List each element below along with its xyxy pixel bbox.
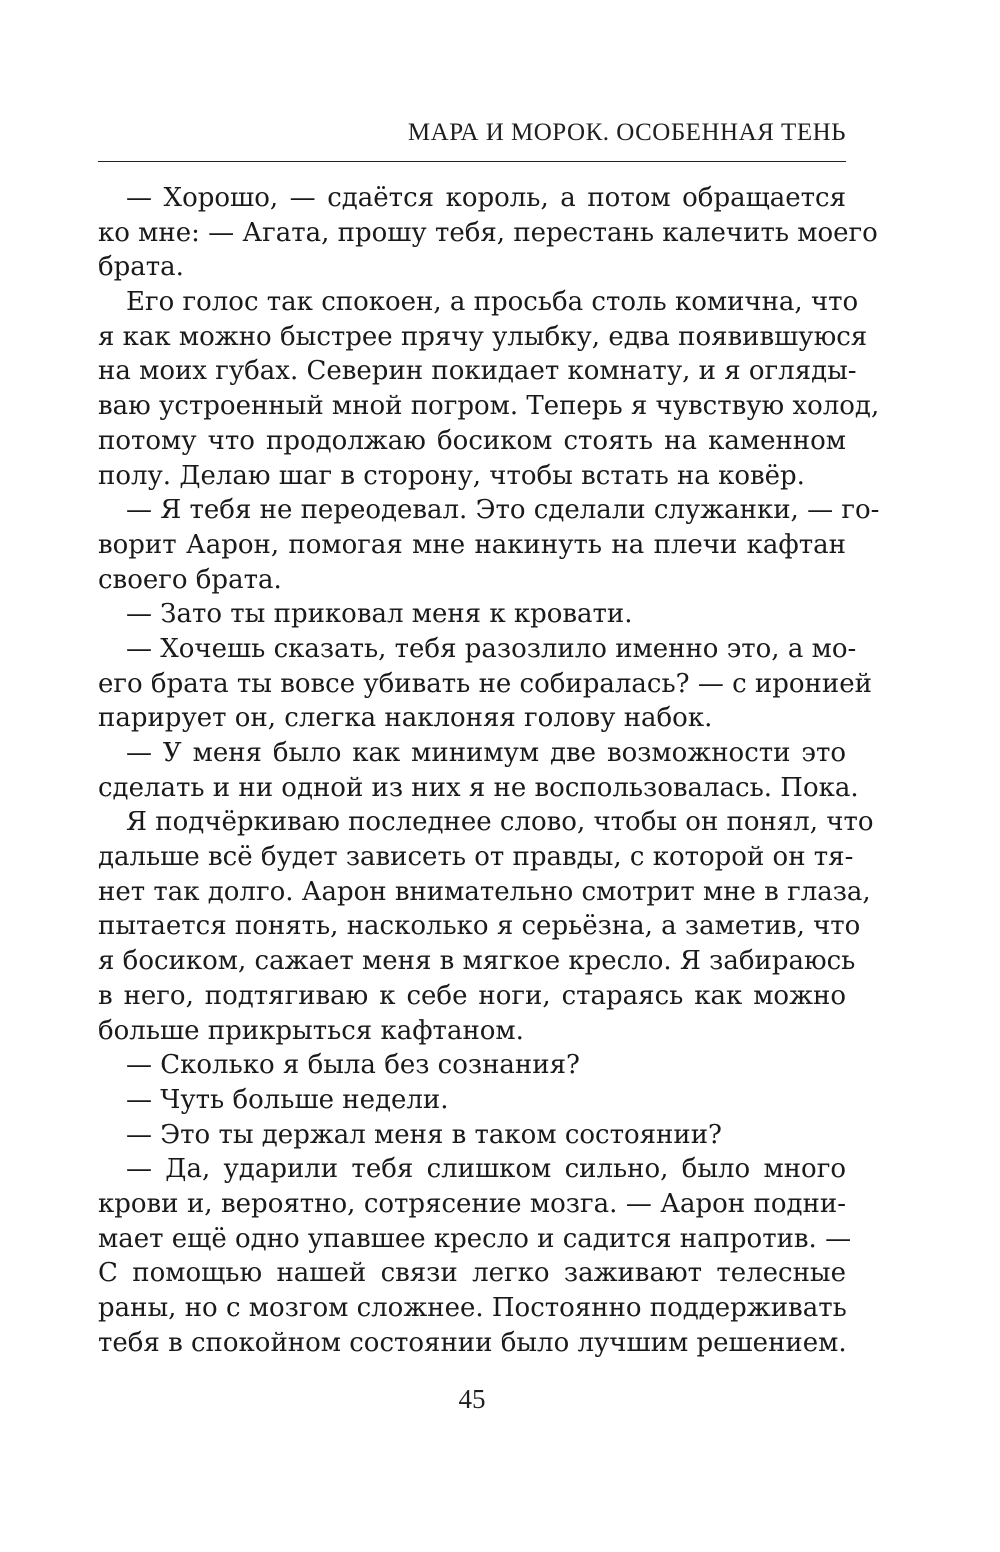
text-line: — Сколько я была без сознания? (126, 1050, 580, 1081)
text-line: — Хочешь сказать, тебя разозлило именно это, а мо- (126, 633, 857, 664)
header-divider (98, 161, 846, 162)
text-line: — Хорошо, — сдаётся король, а потом обращается (126, 183, 846, 213)
paragraph (98, 632, 872, 736)
text-line: дальше всё будет зависеть от правды, с которой он тя- (98, 842, 854, 873)
paragraph (98, 1048, 846, 1083)
page-body (98, 181, 880, 1360)
text-line: мает ещё одно упавшее кресло и садится напротив. — (98, 1223, 852, 1254)
text-line: нет так долго. Аарон внимательно смотрит мне в глаза, (98, 876, 871, 907)
paragraph (98, 1152, 852, 1360)
text-line: брата. (98, 252, 184, 283)
text-line: я как можно быстрее прячу улыбку, едва появившуюся (98, 321, 868, 352)
text-line: потому что продолжаю босиком стоять на каменном (98, 425, 846, 456)
page-number: 45 (458, 1384, 486, 1414)
paragraph (98, 493, 880, 597)
text-line: ваю устроенный мной погром. Теперь я чувствую холод, (98, 391, 880, 422)
paragraph (98, 736, 859, 805)
text-line: пытается понять, насколько я серьёзна, а заметив, что (98, 911, 861, 942)
text-line: крови и, вероятно, сотрясение мозга. — Аарон подни- (98, 1188, 846, 1219)
text-line: тебя в спокойном состоянии было лучшим решением. (98, 1327, 847, 1358)
text-line: сделать и ни одной из них я не воспользовалась. Пока. (98, 772, 859, 803)
text-line: Я подчёркиваю последнее слово, чтобы он понял, что (126, 807, 874, 838)
running-header: МАРА И МОРОК. ОСОБЕННАЯ ТЕНЬ (407, 119, 846, 146)
text-line: полу. Делаю шаг в сторону, чтобы встать на ковёр. (98, 460, 805, 491)
paragraph (98, 1083, 846, 1118)
text-line: С помощью нашей связи легко заживают телесные (98, 1258, 846, 1289)
text-line: больше прикрыться кафтаном. (98, 1015, 524, 1046)
paragraph (98, 285, 880, 493)
text-line: — Это ты держал меня в таком состоянии? (126, 1119, 722, 1150)
text-line: я босиком, сажает меня в мягкое кресло. Я забираюсь (98, 946, 856, 977)
text-line: — Да, ударили тебя слишком сильно, было много (126, 1154, 846, 1185)
text-line: — У меня было как минимум две возможности это (126, 738, 846, 768)
text-line: его брата ты вовсе убивать не собиралась? — с иронией (98, 668, 872, 699)
text-line: ворит Аарон, помогая мне накинуть на плечи кафтан (98, 529, 846, 560)
text-line: — Зато ты приковал меня к кровати. (126, 599, 633, 630)
text-line: своего брата. (98, 564, 282, 595)
text-line: парирует он, слегка наклоняя голову набок. (98, 703, 713, 734)
text-line: раны, но с мозгом сложнее. Постоянно поддерживать (98, 1293, 847, 1323)
text-line: на моих губах. Северин покидает комнату, и я огляды- (98, 356, 857, 387)
paragraph (98, 597, 846, 632)
text-line: — Я тебя не переодевал. Это сделали служанки, — го- (126, 495, 880, 526)
paragraph (98, 805, 874, 1048)
text-line: Его голос так спокоен, а просьба столь комична, что (126, 287, 859, 318)
paragraph (98, 1118, 846, 1153)
text-line: в него, подтягиваю к себе ноги, стараясь как можно (98, 980, 846, 1011)
text-line: ко мне: — Агата, прошу тебя, перестань калечить моего (98, 217, 878, 248)
text-line: — Чуть больше недели. (126, 1084, 449, 1115)
paragraph (98, 181, 878, 285)
